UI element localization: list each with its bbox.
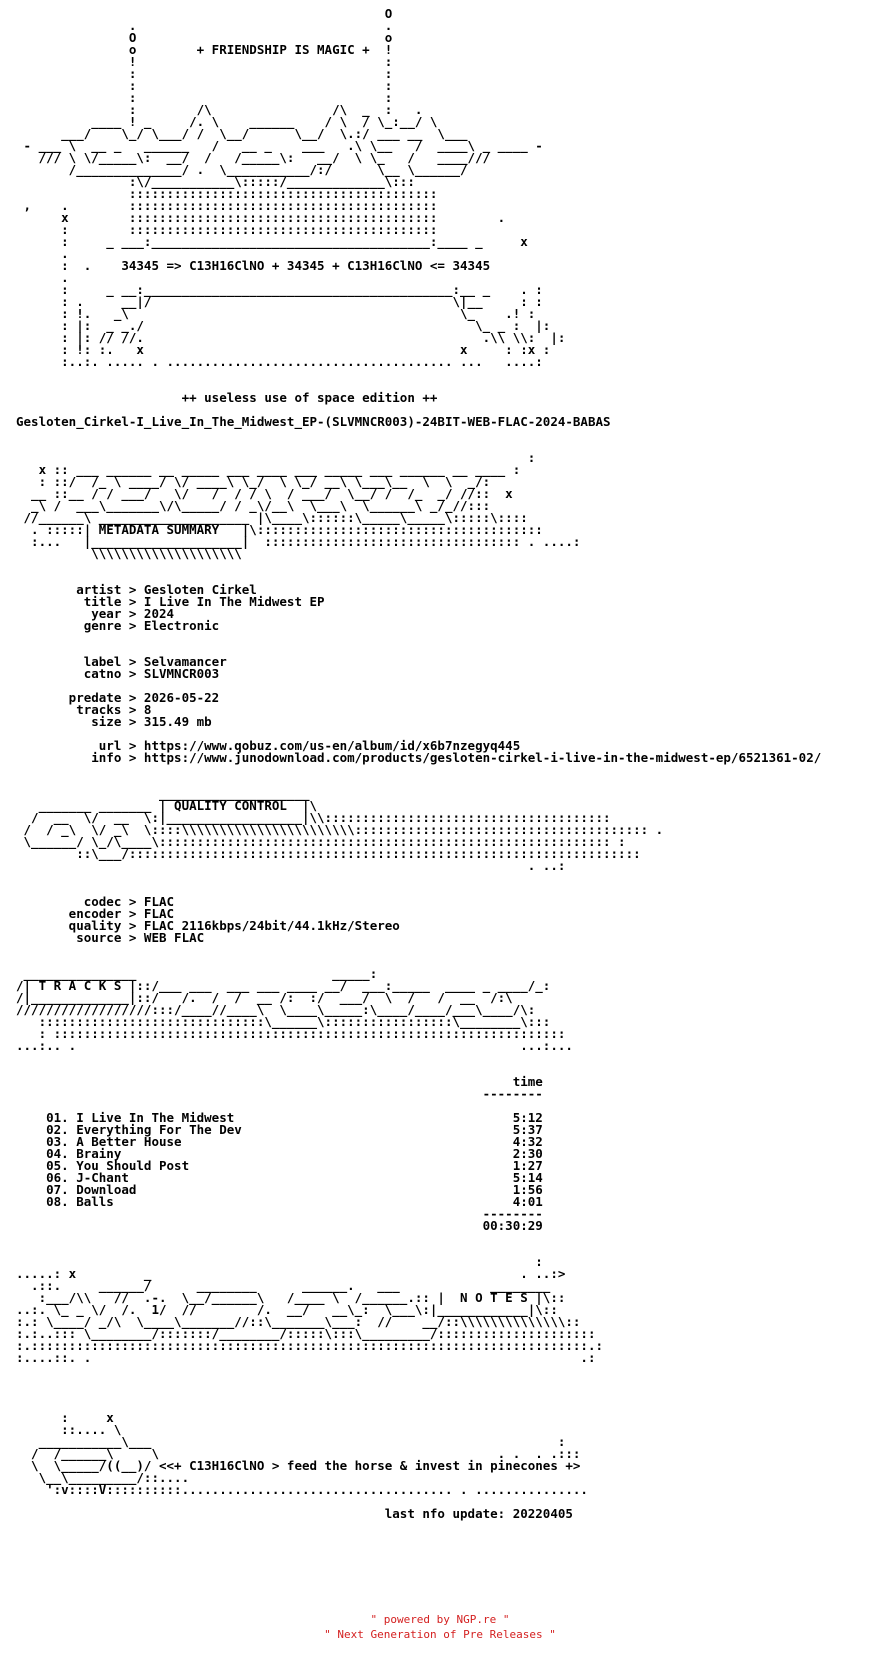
track-row: 08. Balls 4:01 (46, 1194, 543, 1209)
nfo-document (16, 8, 821, 1520)
tracklist-total: 00:30:29 (482, 1218, 543, 1233)
footer (0, 1612, 880, 1642)
tracks-art: _______________ _____: /| T R A C K S |::/___ ___ ___ ___ ____ __/ ___:_____ ____ _ ____/_: /|_____________|::/ /. / / __ /: :/ ___/ \ / / __ /:\ //////////////////:::/____//____\ \____\_____:\____/____/___\____/\: ::::::::::::::::::::::::::::::\______\:::::::::::::::::\________\::: : :::::::::::::::::::::::::::::::::::::::::::::::::::::::::::::::::::: ...:.. . ...:... (16, 966, 573, 1053)
header-art: O . . O o o + FRIENDSHIP IS MAGIC + ! ! : : : : : : : : /\ /\ _ : . ____ ! _ /. \ ______ / \ / \_:__/ \ ___/ \_/ \___/ / \__/ \__/ \.:/ ___ __ \___ - ___ \ __ _ ______ / __ _ ___ .\ \__ / ____\ _ ____ - /// \ \/_____\: __/ / /_____\: __/ \ \_ / ____/// /______________/ . \___________/:/ \__ \______/ :\/___________\:::::/_____________\::: ::::::::::::::::::::::::::::::::::::::::: , . ::::::::::::::::::::::::::::::::::::::::: x ::::::::::::::::::::::::::::::::::::::::: . : ::::::::::::::::::::::::::::::::::::::::: : _ ___:_____________________________________:____ _ x . : . 34345 => C13H16ClNO + 34345 + C13H16ClNO <= 34345 . : _ __:_________________________________________:__ _ . : : . __|/ \|__ : : : !. _\ \_ .! : : |: _ _./ \_ _ : |: : |: // //. .\\ \\: |: : !: :. x x : :x : :..:. ..... . ...................................... ... ....: (23, 6, 566, 369)
track-row: 03. A Better House 4:32 (46, 1134, 543, 1149)
track-row: 01. I Live In The Midwest 5:12 (46, 1110, 543, 1125)
last-update: last nfo update: 20220405 (16, 1506, 573, 1521)
track-row: 04. Brainy 2:30 (46, 1146, 543, 1161)
quality-control-art: ____________________ _______ _______ | QUALITY CONTROL |\ / __ \/ __ \:|__________________|\\:::::::::::::::::::::::::::::::::::::: / / _\ \/ _\ \::::\\\\\\\\\\\\\\\\\\\\\\\::::::::::::::::::::::::::::::::::::::: . \______/ \_/\____\:::::::::::::::::::::::::::::::::::::::::::::::::::::::::::: : ::\___/:::::::::::::::::::::::::::::::::::::::::::::::::::::::::::::::::::: . ..: (23, 786, 664, 873)
outro-art: : x ::.... \ ___________\___ : / /______\ \ . . . .::: \ \_____/((__)/ <<+ C13H16ClNO > feed the horse & invest in pinecones +> \__\_________/::.... ':v::::V::::::::::.................................... . ............... (31, 1410, 588, 1497)
tracklist (16, 1074, 543, 1233)
footer-tagline: " Next Generation of Pre Releases " (324, 1628, 556, 1641)
footer-powered-by: " powered by NGP.re " (370, 1613, 510, 1626)
track-row: 02. Everything For The Dev 5:37 (46, 1122, 543, 1137)
tracklist-separator: -------- (482, 1086, 543, 1101)
tracklist-separator: -------- (482, 1206, 543, 1221)
track-row: 06. J-Chant 5:14 (46, 1170, 543, 1185)
tracklist-header: time (512, 1074, 543, 1089)
metadata-summary-art: : x :: ___ ______ __ _____ ___ ____ ___ _____ ___ ______ __ ____ : : ::/ /_ \ ____/ \/ ____\ \_/ \ \_/ __\ \___\__ \ \ _/: __ ::__ / / ___/ \/ / / / \ / ___/ \__/ / /_ _/ //:: x _\ / ___\_______\/\_____/ / _\/__\ \___\ \______\ _/_//::: //______\ ____________________ |\____\::::::\_____\_____\:::::\:::: . :::::| METADATA SUMMARY |\:::::::::::::::::::::::::::::::::::::: :... |____________________| :::::::::::::::::::::::::::::::::: . ....: \\\\\\\\\\\\\\\\\\\\ (23, 450, 581, 561)
quality-list: codec > FLAC encoder > FLAC quality > FLAC 2116kbps/24bit/44.1kHz/Stereo source > WEB FLAC (68, 894, 400, 945)
notes-art: : .....: x _ . ..:> .::. ______/ ________ ______. ___ ________ :___/\\ // .-. \__/______\ /____ \ /______.:: | N O T E S |\:: ..:. \_ _ \/ /. 1/ // /. __/ __\_: \___\:|____________|\:: :.: \____/ _/\ \____\_______//::\_______\___: // __/::\\\\\\\\\\\\\\:: :.:..::: \________/:::::::/________/:::::\:::\_________/::::::::::::::::::::: :.::::::::::::::::::::::::::::::::::::::::::::::::::::::::::::::::::::::::::.: :....::. . .: (16, 1254, 603, 1365)
track-row: 05. You Should Post 1:27 (46, 1158, 543, 1173)
track-row: 07. Download 1:56 (46, 1182, 543, 1197)
release-name: Gesloten_Cirkel-I_Live_In_The_Midwest_EP-(SLVMNCR003)-24BIT-WEB-FLAC-2024-BABAS (16, 414, 611, 429)
metadata-list: artist > Gesloten Cirkel title > I Live In The Midwest EP year > 2024 genre > Electronic label > Selvamancer catno > SLVMNCR003 predate > 2026-05-22 tracks > 8 size > 315.49 mb url > https://www.qobuz.com/us-en/album/id/x6b7nzegyq445 info > https://www.junodownload.com/products/gesloten-cirkel-i-live-in-the-midwest-ep/6521361-02/ (68, 582, 822, 765)
edition-line: ++ useless use of space edition ++ (16, 390, 438, 405)
